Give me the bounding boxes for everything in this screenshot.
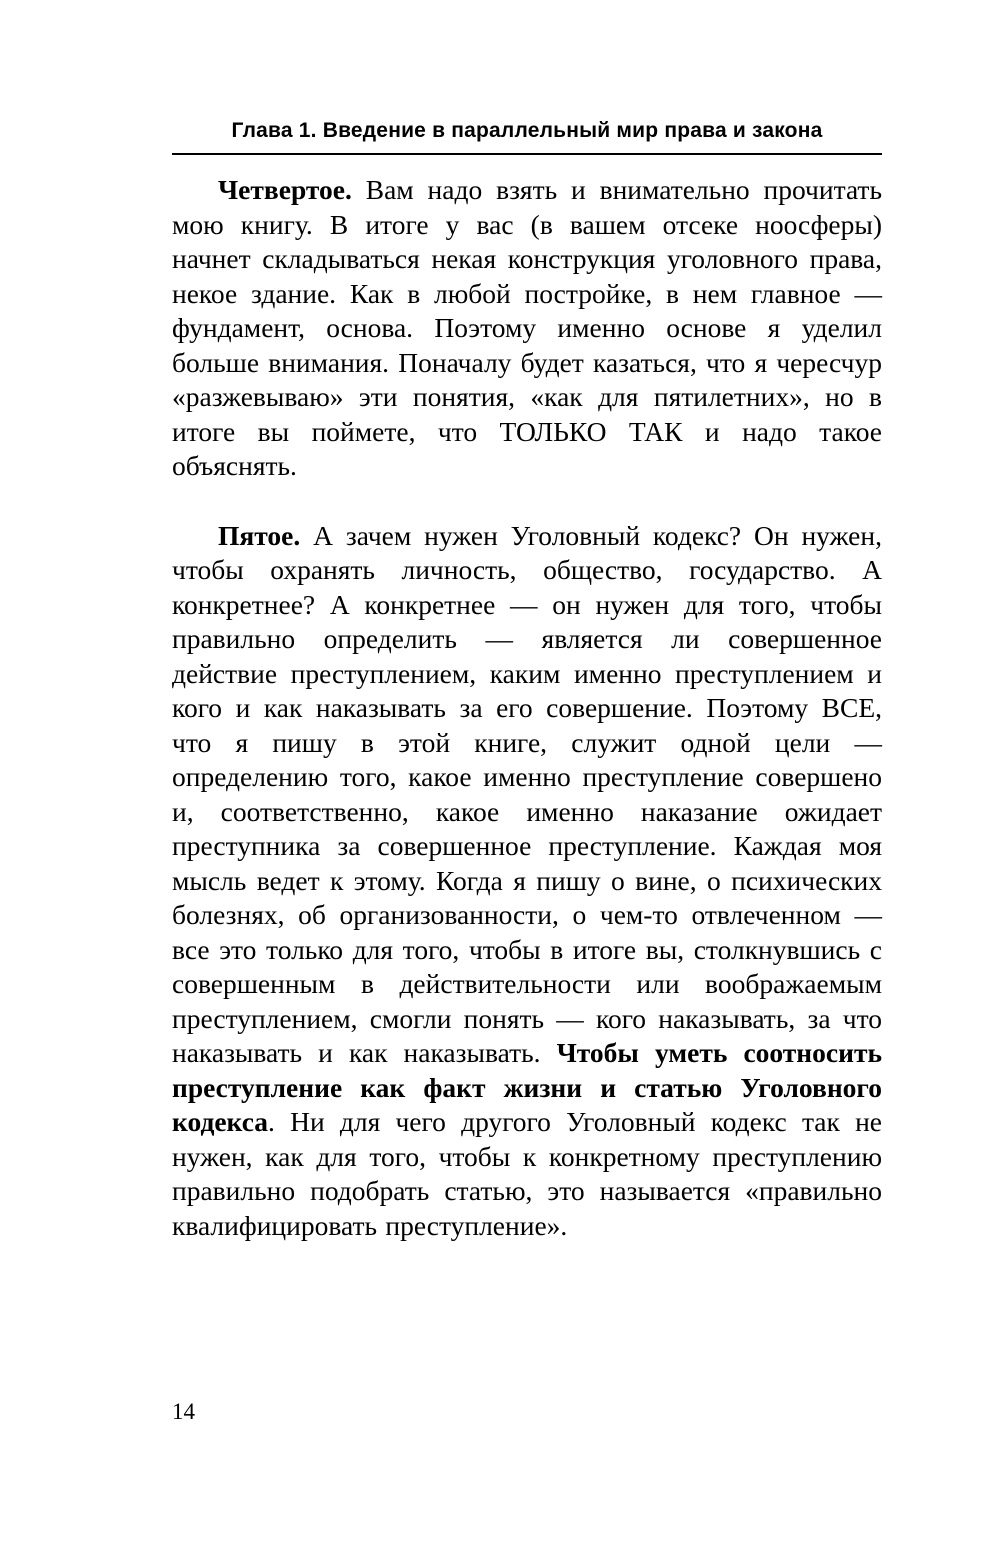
paragraph-text: А зачем нужен Уголовный кодекс? Он нужен, чтобы охранять личность, общество, государство. А конкретнее? А конкретнее — он нужен для того, чтобы правильно определить — является ли совершенное действие преступлением, каким именно преступлением и кого и как наказывать за его совершение. Поэтому ВСЕ, что я пишу в этой книге, служит одной цели — определению того, какое именно преступление совершено и, соответственно, какое именно наказание ожидает преступника за совершенное преступление. Каждая моя мысль ведет к этому. Когда я пишу о вине, о психических болезнях, об организованности, о чем-то отвлеченном — все это только для того, чтобы в итоге вы, столкнувшись с совершенным в действительности или воображаемым преступлением, смогли понять — кого наказывать, за что наказывать и как наказывать.	[172, 519, 882, 1068]
page-number: 14	[172, 1399, 195, 1424]
paragraph-lead: Пятое.	[218, 519, 301, 551]
header-divider	[172, 153, 882, 155]
paragraph-fourth	[172, 173, 882, 484]
chapter-title: Глава 1. Введение в параллельный мир права и закона	[231, 119, 823, 142]
page-content	[172, 118, 882, 1243]
paragraph-text: . Ни для чего другого Уголовный кодекс так не нужен, как для того, чтобы к конкретному преступлению правильно подобрать статью, это называется «правильно квалифицировать преступление».	[172, 1106, 882, 1241]
page-header	[172, 118, 882, 155]
body-text	[172, 173, 882, 1243]
paragraph-fifth	[172, 519, 882, 1244]
paragraph-bold-emphasis: Чтобы уметь соотносить преступление как факт жизни и статью Уголовного кодекса	[172, 1037, 882, 1137]
paragraph-text: Вам надо взять и внимательно прочитать мою книгу. В итоге у вас (в вашем отсеке ноосферы) начнет складываться некая конструкция уголовного права, некое здание. Как в любой постройке, в нем главное — фундамент, основа. Поэтому именно основе я уделил больше внимания. Поначалу будет казаться, что я чересчур «разжевываю» эти понятия, «как для пятилетних», но в итоге вы поймете, что ТОЛЬКО ТАК и надо такое объяснять.	[172, 174, 882, 481]
paragraph-lead: Четвертое.	[218, 174, 352, 205]
